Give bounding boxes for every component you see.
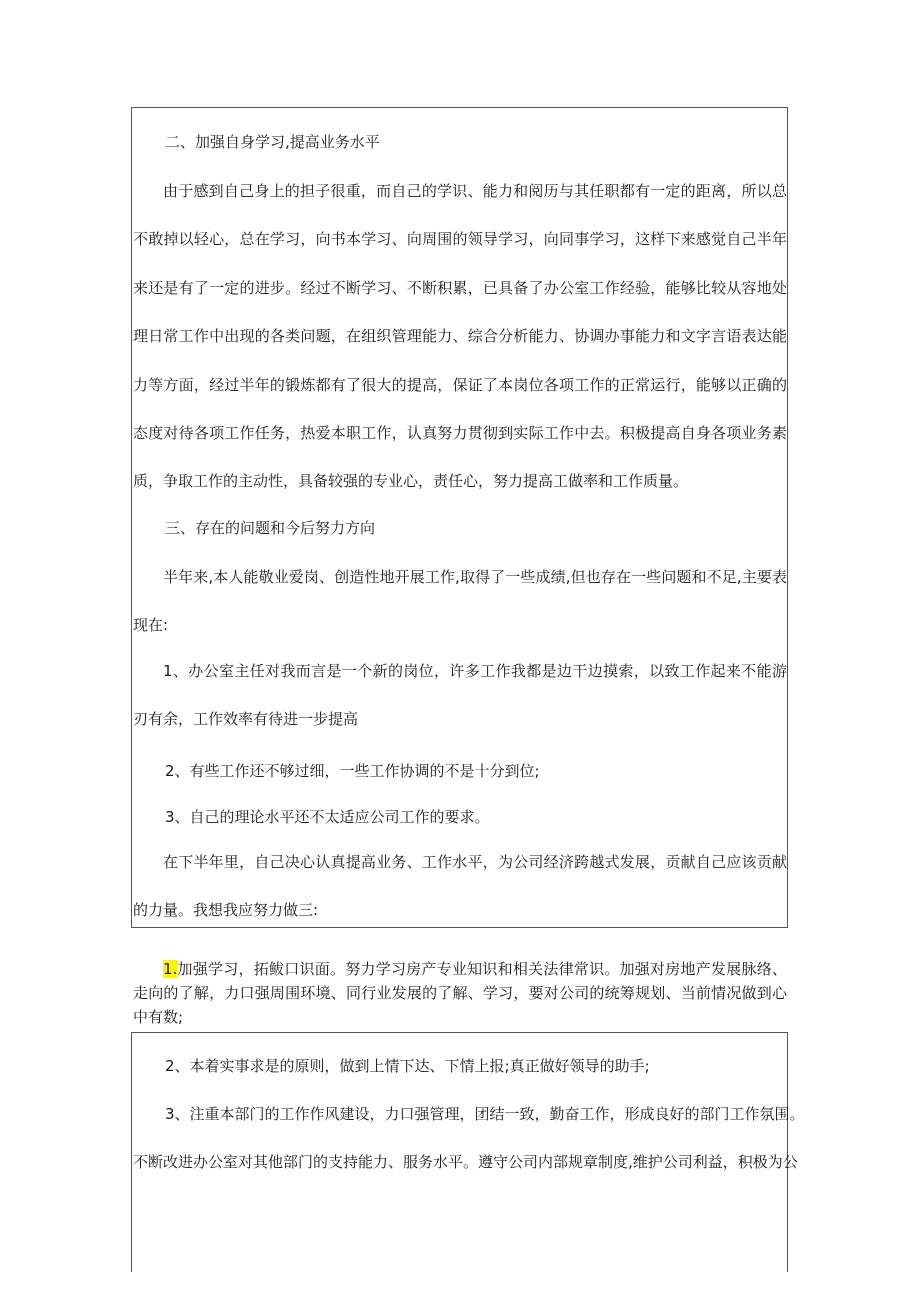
highlight-mark: 1. — [163, 960, 178, 978]
problem-item-3: 3、自己的理论水平还不太适应公司工作的要求。 — [165, 808, 490, 826]
section-two-body: 由于感到自己身上的担子很重，而自己的学识、能力和阅历与其任职都有一定的距离，所以总不敢掉以轻心，总在学习，向书本学习、向周围的领导学习，向同事学习，这样下来感觉自己半年来还是有了一定的进步。经过不断学习、不断积累，已具备了办公室工作经验，能够比较从容地处理日常工作中出现的各类问题，在组织管理能力、综合分析能力、协调办事能力和文字言语表达能力等方面，经过半年的锻炼都有了很大的提高，保证了本岗位各项工作的正常运行，能够以正确的态度对待各项工作任务，热爱本职工作，认真努力贯彻到实际工作中去。积极提高自身各项业务素质，争取工作的主动性，具备较强的专业心，责任心，努力提高工做率和工作质量。 — [133, 182, 787, 491]
section-three-intro: 半年来,本人能敬业爱岗、创造性地开展工作,取得了一些成绩,但也存在一些问题和不足,主要表现在: — [133, 568, 787, 635]
section-two-heading: 二、加强自身学习,提高业务水平 — [165, 133, 380, 151]
plan-item-1-text: 加强学习，拓鲅口识面。努力学习房产专业知识和相关法律常识。加强对房地产发展脉络、走向的了解，力口强周围环境、同行业发展的了解、学习，要对公司的统筹规划、当前情况做到心中有数; — [133, 960, 787, 1026]
plan-item-1 — [133, 957, 787, 1029]
plan-intro: 在下半年里，自己决心认真提高业务、工作水平，为公司经济跨越式发展，贡献自己应该贡献的力量。我想我应努力做三: — [133, 853, 787, 920]
problem-item-1: 1、办公室主任对我而言是一个新的岗位，许多工作我都是边干边摸索，以致工作起来不能游刃有余，工作效率有待进一步提高 — [133, 662, 787, 729]
plan-item-3-line-2: 不断改进办公室对其他部门的支持能力、服务水平。遵守公司内部规章制度,维护公司利益，积极为公 — [133, 1153, 798, 1171]
plan-item-3-line-1: 3、注重本部门的工作作风建设，力口强管理，团结一致，勤奋工作，形成良好的部门工作氛围。 — [165, 1105, 805, 1123]
section-three-heading: 三、存在的问题和今后努力方向 — [165, 519, 376, 537]
problem-item-2: 2、有些工作还不够过细，一些工作协调的不是十分到位; — [165, 762, 540, 780]
plan-item-2: 2、本着实事求是的原则，做到上情下达、下情上报;真正做好领导的助手; — [165, 1057, 650, 1075]
